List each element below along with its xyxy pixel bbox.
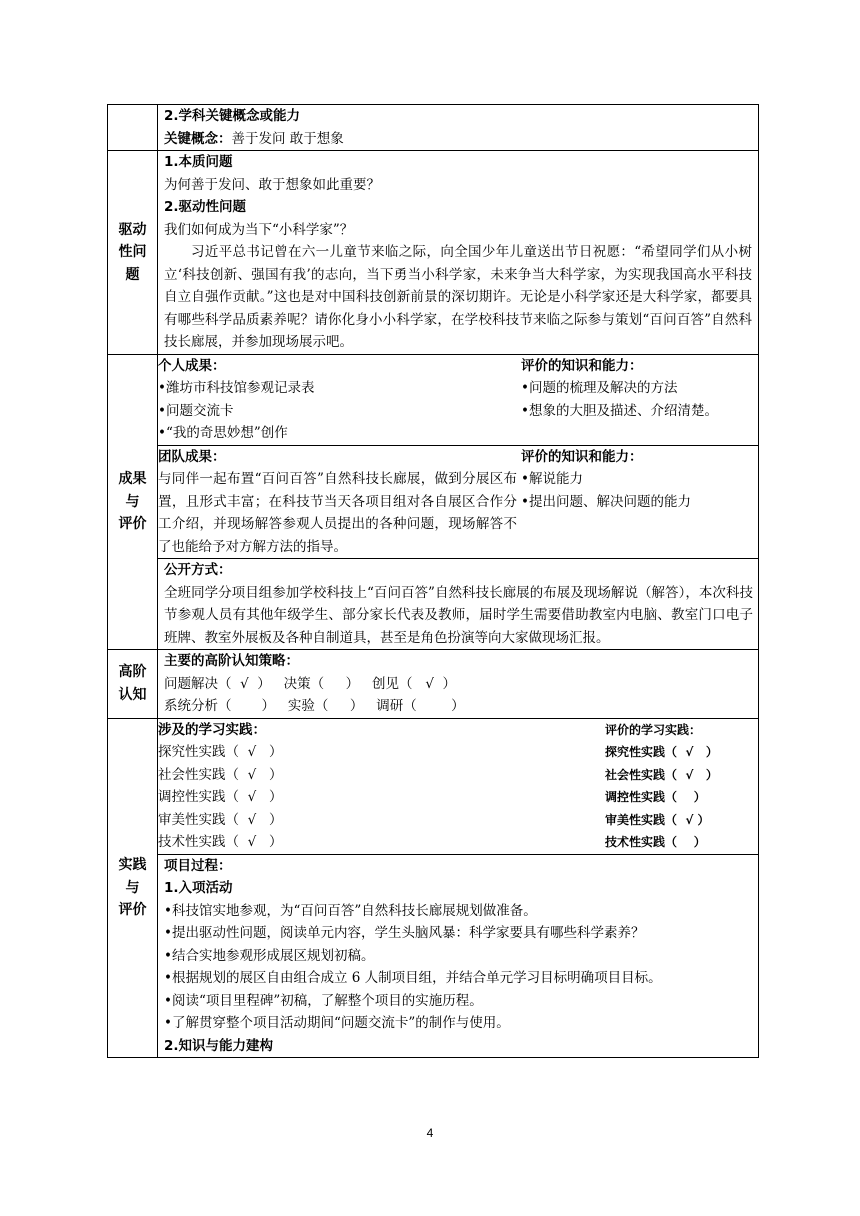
driving-question-row [108,151,759,355]
personal-result-item: •潍坊市科技馆参观记录表 [158,380,315,396]
involved-practice-item: 调控性实践（ √ ） [158,789,283,805]
results-inner-table [158,355,759,650]
label-line: 高阶 [118,664,147,681]
cognition-line-1: 问题解决（ √ ） 决策（ ） 创见（ √ ） [164,675,457,692]
eval-practice-item: 调控性实践（ ） [605,790,706,804]
cognition-line-2: 系统分析（ ） 实验（ ） 调研（ ） [164,698,465,714]
personal-results-cell [158,355,521,446]
entry-activity-item: •提出驱动性问题，阅读单元内容，学生头脑风暴：科学家要具有哪些科学素养？ [164,925,645,941]
entry-activity-item: •了解贯穿整个项目活动期间“问题交流卡”的制作与使用。 [164,1015,510,1031]
team-eval-item: •解说能力 [521,471,583,487]
driving-question-heading: 2.驱动性问题 [164,199,247,215]
involved-practice-item: 社会性实践（ √ ） [158,766,283,783]
page-number: 4 [426,1126,434,1140]
entry-activity-item: •阅读“项目里程碑”初稿，了解整个项目的实施历程。 [164,992,483,1009]
involved-practice-item: 技术性实践（ √ ） [158,834,283,850]
team-eval-item: •提出问题、解决问题的能力 [521,493,691,510]
eval-practice-item: 探究性实践（ √ ） [605,745,718,759]
label-line: 题 [125,266,140,283]
personal-eval-heading: 评价的知识和能力： [521,357,643,374]
personal-result-item: •问题交流卡 [158,402,234,419]
entry-activity-item: •科技馆实地参观，为“百问百答”自然科技长廊展规划做准备。 [164,902,537,919]
team-eval-cell [521,445,759,559]
label-line: 性问 [118,244,147,260]
personal-results-heading: 个人成果： [158,357,226,374]
results-cell [158,354,759,650]
cognition-cell [158,650,759,719]
team-results-row [158,445,759,559]
driving-question: 我们如何成为当下“小科学家”？ [164,221,354,238]
driving-question-label [108,151,158,355]
personal-eval-item: •问题的梳理及解决的方法 [521,380,678,396]
public-method-text: 全班同学分项目组参加学校科技上“百问百答”自然科技长廊展的布展及现场解说（解答），本次科技节参观人员有其他年级学生、部分家长代表及教师，届时学生需要借助教室内电脑、教室门口电子班牌、教室外展板及各种自制道具，甚至是角色扮演等向大家做现场汇报。 [164,584,753,646]
team-results-cell [158,445,521,559]
essential-question: 为何善于发问、敢于想象如此重要？ [164,176,380,193]
team-results-text: 与同伴一起布置“百问百答”自然科技长廊展，做到分展区布置，且形式丰富；在科技节当天各项目组对各自展区合作分工介绍，并现场解答参观人员提出的各种问题，现场解答不了也能给予对方解方法的指导。 [158,471,517,555]
entry-activity-item: •结合实地参观形成展区规划初稿。 [164,947,375,964]
public-method-cell [158,559,759,650]
key-concept-row [108,105,759,151]
public-method-heading: 公开方式： [164,562,232,578]
cognition-row [108,650,759,719]
key-concept-cell [158,105,759,151]
label-line: 与 [125,879,140,896]
essential-question-heading: 1.本质问题 [164,154,233,170]
personal-results-row [158,355,759,446]
practice-types-row [158,719,759,855]
eval-practice-item: 社会性实践（ √ ） [605,767,718,782]
eval-practice-item: 技术性实践（ ） [605,835,706,849]
eval-practice-heading: 评价的学习实践： [605,722,702,737]
label-line: 评价 [118,516,147,532]
personal-eval-cell [521,355,759,446]
project-process-row [158,854,759,1057]
involved-practice-cell [158,719,605,855]
entry-activity-heading: 1.入项活动 [164,880,233,896]
project-process-cell [158,854,759,1057]
practice-inner-table [158,719,759,1058]
team-eval-heading: 评价的知识和能力： [521,448,643,465]
involved-practice-item: 探究性实践（ √ ） [158,744,283,760]
team-results-heading: 团队成果： [158,448,226,465]
results-row [108,354,759,650]
personal-eval-item: •想象的大胆及描述、介绍清楚。 [521,402,718,419]
personal-result-item: •“我的奇思妙想”创作 [158,425,288,441]
practice-row [108,718,759,1058]
involved-practice-item: 审美性实践（ √ ） [158,811,283,828]
eval-practice-cell [605,719,759,855]
knowledge-building-heading: 2.知识与能力建构 [164,1037,274,1054]
involved-practice-heading: 涉及的学习实践： [158,721,266,738]
label-line: 成果 [118,471,147,487]
key-concept-label-cell [108,105,158,151]
practice-label [108,718,158,1058]
entry-activity-item: •根据规划的展区自由组合成立 6 人制项目组，并结合单元学习目标明确项目目标。 [164,970,662,986]
project-design-table [107,104,759,1058]
practice-cell [158,718,759,1058]
results-label [108,354,158,650]
label-line: 驱动 [118,221,147,238]
key-concept-label: 关键概念： [164,130,232,147]
label-line: 评价 [118,902,147,918]
label-line: 实践 [118,857,147,873]
cognition-label [108,650,158,719]
public-method-row [158,559,759,650]
eval-practice-item: 审美性实践（ √ ） [605,812,710,827]
key-concept-value: 善于发问 敢于想象 [231,130,344,147]
label-line: 认知 [118,686,147,703]
driving-question-paragraph: 习近平总书记曾在六一儿童节来临之际，向全国少年儿童送出节日祝愿：“希望同学们从小树立‘科技创新、强国有我’的志向，当下勇当小科学家，未来争当大科学家，为实现我国高水平科技自立自强作贡献。”这也是对中国科技创新前景的深切期许。无论是小科学家还是大科学家，都要具有哪些科学品质素养呢？请你化身小小科学家，在学校科技节来临之际参与策划“百问百答”自然科技长廊展，并参加现场展示吧。 [164,244,752,350]
driving-question-cell [158,151,759,355]
key-concept-line [164,128,758,151]
cognition-heading: 主要的高阶认知策略： [164,653,299,669]
project-process-heading: 项目过程： [164,857,232,874]
key-concept-heading: 2.学科关键概念或能力 [164,108,301,124]
label-line: 与 [125,493,140,510]
